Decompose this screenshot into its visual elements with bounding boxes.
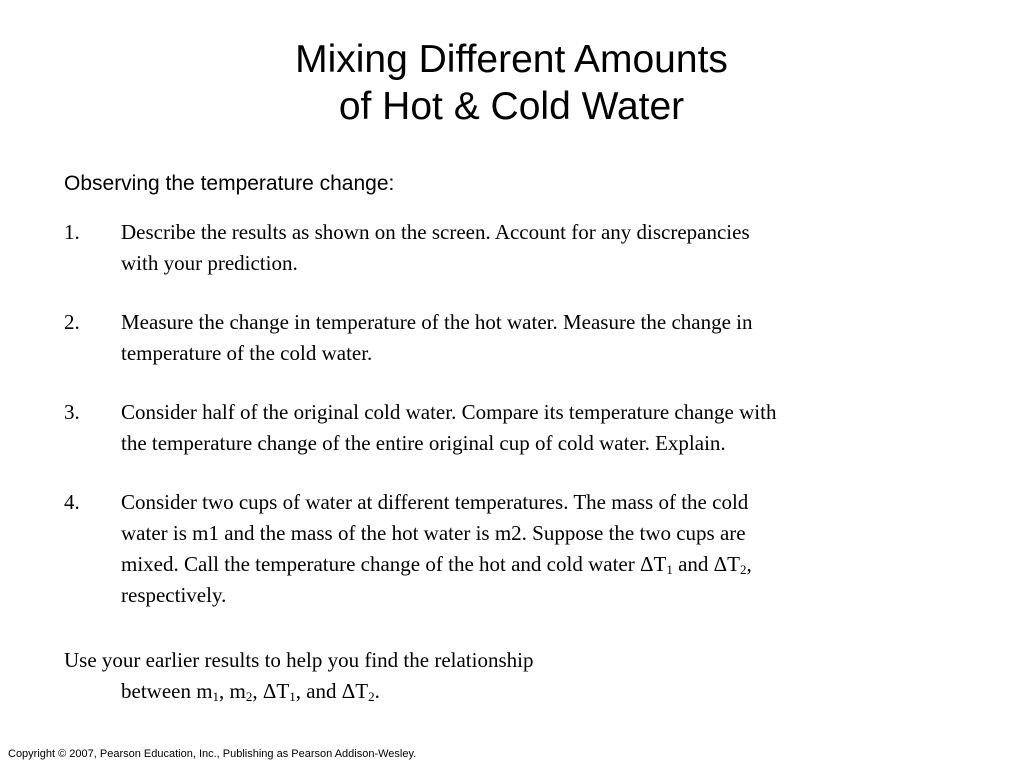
closing-line-2 [64, 676, 944, 707]
text-run: . [374, 679, 380, 703]
item-text-line: water is m1 and the mass of the hot water is m2. Suppose the two cups are [121, 521, 746, 545]
item-number: 3. [64, 400, 80, 424]
text-run: and ΔT [672, 552, 740, 576]
text-run: , and ΔT [295, 679, 369, 703]
item-text-line: Consider half of the original cold water. Compare its temperature change with [121, 400, 777, 424]
closing-line-1: Use your earlier results to help you find the relationship [64, 648, 534, 672]
subscript: 2 [368, 689, 375, 704]
item-text-line [121, 549, 944, 580]
list-item-1 [64, 217, 944, 279]
item-text-line: temperature of the cold water. [121, 341, 373, 365]
item-number: 1. [64, 220, 80, 244]
item-number: 4. [64, 490, 80, 514]
subscript: 2 [245, 689, 253, 704]
text-run: , [746, 552, 752, 576]
slide-title-line-2: of Hot & Cold Water [338, 85, 685, 128]
item-text-line: Consider two cups of water at different temperatures. The mass of the cold [121, 490, 749, 514]
text-run: mixed. Call the temperature change of the hot and cold water ΔT [121, 552, 667, 576]
text-run: , ΔT [252, 679, 290, 703]
copyright-footer: Copyright © 2007, Pearson Education, Inc., Publishing as Pearson Addison-Wesley. [8, 748, 417, 760]
slide-title [0, 36, 1023, 130]
item-text-line: respectively. [121, 583, 227, 607]
text-run: between m [121, 679, 213, 703]
list-item-4 [64, 487, 944, 611]
item-number: 2. [64, 310, 80, 334]
item-text-line: the temperature change of the entire original cup of cold water. Explain. [121, 431, 726, 455]
list-item-3 [64, 397, 944, 459]
subscript: 2 [739, 562, 747, 577]
item-text-line: with your prediction. [121, 251, 298, 275]
subheading: Observing the temperature change: [64, 172, 395, 195]
list-item-2 [64, 307, 944, 369]
subscript: 1 [666, 562, 673, 577]
item-text-line: Measure the change in temperature of the hot water. Measure the change in [121, 310, 753, 334]
text-run: , m [219, 679, 246, 703]
subscript: 1 [212, 689, 220, 704]
question-list [64, 217, 944, 639]
subscript: 1 [289, 689, 296, 704]
closing-paragraph [64, 645, 944, 707]
slide-title-line-1: Mixing Different Amounts [295, 38, 728, 81]
item-text-line: Describe the results as shown on the screen. Account for any discrepancies [121, 220, 750, 244]
